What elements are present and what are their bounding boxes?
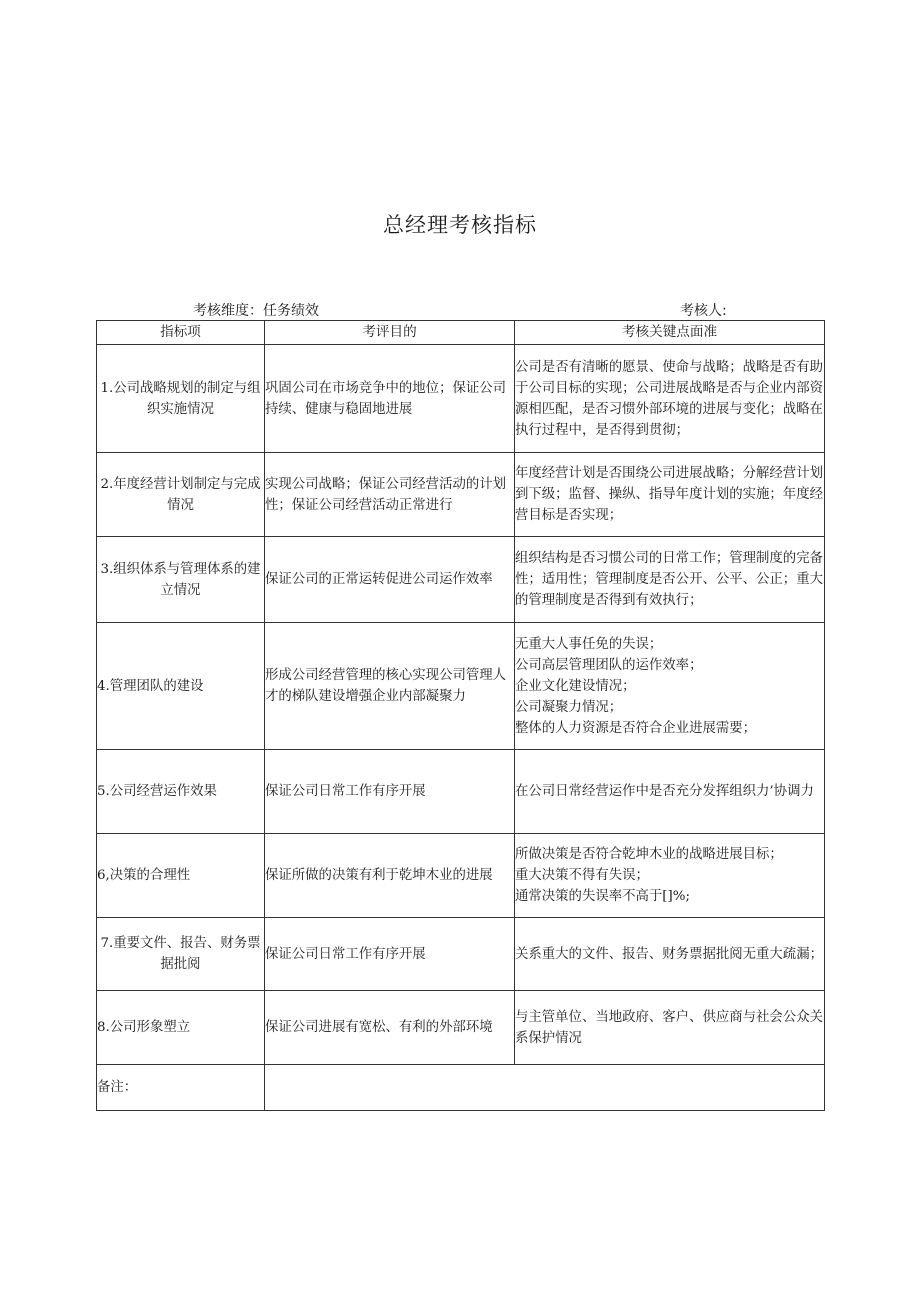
standard-line: 通常决策的失误率不高于[]%; (515, 889, 690, 904)
row-standard: 年度经营计划是否围绕公司进展战略；分解经营计划到下级；监督、操纵、指导年度计划的实施；年度经营目标是否实现； (515, 453, 825, 537)
row-purpose: 形成公司经营管理的核心实现公司管理人才的梯队建设增强企业内部凝聚力 (265, 623, 515, 750)
row-item: 8.公司形象塑立 (97, 991, 265, 1065)
standard-line: 公司凝聚力情况； (515, 699, 623, 715)
row-purpose: 保证公司进展有宽松、有利的外部环境 (265, 991, 515, 1065)
row-purpose: 实现公司战略；保证公司经营活动的计划性；保证公司经营活动正常进行 (265, 453, 515, 537)
row-item: 5.公司经营运作效果 (97, 750, 265, 834)
row-purpose: 保证所做的决策有利于乾坤木业的进展 (265, 834, 515, 918)
remarks-content (265, 1065, 825, 1111)
row-purpose: 保证公司日常工作有序开展 (265, 750, 515, 834)
table-row (97, 750, 825, 834)
standard-line: 重大决策不得有失误； (515, 868, 649, 883)
assessor-label: 考核人: (680, 303, 727, 319)
row-standard: 在公司日常经营运作中是否充分发挥组织力’协调力 (515, 750, 825, 834)
row-standard: 与主管单位、当地政府、客户、供应商与社会公众关系保护情况 (515, 991, 825, 1065)
kpi-table (96, 320, 825, 1111)
row-item: 3.组织体系与管理体系的建立情况 (97, 537, 265, 623)
row-item: 4.管理团队的建设 (97, 623, 265, 750)
row-item: 2.年度经营计划制定与完成情况 (97, 453, 265, 537)
row-item: 7.重要文件、报告、财务票据批阅 (97, 918, 265, 991)
table-row (97, 345, 825, 453)
row-standard: 组织结构是否习惯公司的日常工作；管理制度的完备性；适用性；管理制度是否公开、公平、公正；重大的管理制度是否得到有效执行； (515, 537, 825, 623)
row-purpose: 巩固公司在市场竞争中的地位；保证公司持续、健康与稳固地进展 (265, 345, 515, 453)
table-row (97, 918, 825, 991)
table-header-row (97, 321, 825, 345)
header-purpose: 考评目的 (265, 321, 515, 345)
row-standard (515, 834, 825, 918)
standard-line: 公司高层管理团队的运作效率； (515, 657, 703, 673)
table-row (97, 991, 825, 1065)
table-row (97, 623, 825, 750)
row-standard (515, 623, 825, 750)
table-row (97, 537, 825, 623)
standard-line: 所做决策是否符合乾坤木业的战略进展目标； (515, 847, 783, 862)
row-standard: 公司是否有清晰的愿景、使命与战略；战略是否有助于公司目标的实现；公司进展战略是否与企业内部资源相匹配，是否习惯外部环境的进展与变化；战略在执行过程中，是否得到贯彻； (515, 345, 825, 453)
standard-line: 整体的人力资源是否符合企业进展需要； (515, 720, 757, 736)
row-item: 6,决策的合理性 (97, 834, 265, 918)
standard-line: 无重大人事任免的失误； (515, 636, 663, 652)
row-purpose: 保证公司日常工作有序开展 (265, 918, 515, 991)
row-item: 1.公司战略规划的制定与组织实施情况 (97, 345, 265, 453)
standard-line: 企业文化建设情况； (515, 678, 636, 694)
page-title: 总经理考核指标 (383, 213, 537, 237)
row-standard: 关系重大的文件、报告、财务票据批阅无重大疏漏； (515, 918, 825, 991)
remarks-row (97, 1065, 825, 1111)
row-purpose: 保证公司的正常运转促进公司运作效率 (265, 537, 515, 623)
remarks-label: 备注： (97, 1065, 265, 1111)
assessment-dimension: 考核维度：任务绩效 (193, 303, 319, 319)
table-row (97, 834, 825, 918)
header-item: 指标项 (97, 321, 265, 345)
header-standard: 考核关键点面准 (515, 321, 825, 345)
table-row (97, 453, 825, 537)
